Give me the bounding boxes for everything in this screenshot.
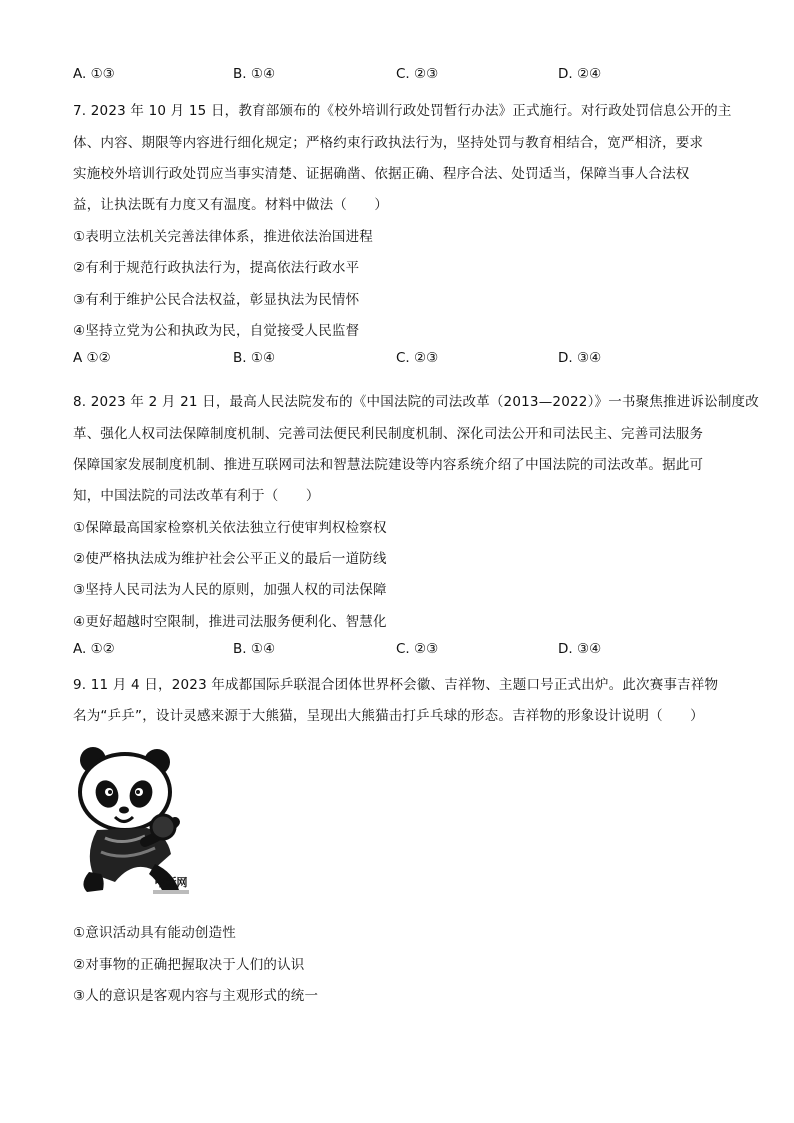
q6-option-b[interactable]: B. ①④: [233, 66, 276, 82]
q8-item-4: ④更好超越时空限制，推进司法服务便利化、智慧化: [73, 614, 387, 630]
q8-stem-line-4: 知，中国法院的司法改革有利于（ ）: [73, 488, 320, 504]
q7-item-1: ①表明立法机关完善法律体系，推进依法治国进程: [73, 229, 374, 245]
q7-stem-line-1: 7. 2023 年 10 月 15 日，教育部颁布的《校外培训行政处罚暂行办法》正式施行。对行政处罚信息公开的主: [73, 103, 732, 119]
q7-item-2: ②有利于规范行政执法行为，提高依法行政水平: [73, 260, 360, 276]
q7-option-c[interactable]: C. ②③: [396, 350, 439, 366]
q8-item-1: ①保障最高国家检察机关依法独立行使审判权检察权: [73, 520, 387, 536]
q6-option-d[interactable]: D. ②④: [558, 66, 602, 82]
q7-item-4: ④坚持立党为公和执政为民，自觉接受人民监督: [73, 323, 360, 339]
q8-stem-line-1: 8. 2023 年 2 月 21 日，最高人民法院发布的《中国法院的司法改革（2013—2022）》一书聚焦推进诉讼制度改: [73, 394, 759, 410]
q7-stem-line-2: 体、内容、期限等内容进行细化规定；严格约束行政执法行为，坚持处罚与教育相结合，宽严相济，要求: [73, 135, 704, 151]
q8-stem-line-2: 革、强化人权司法保障制度机制、完善司法便民利民制度机制、深化司法公开和司法民主、完善司法服务: [73, 426, 704, 442]
q7-options: [73, 350, 723, 370]
q7-item-3: ③有利于维护公民合法权益，彰显执法为民情怀: [73, 292, 360, 308]
q7-stem-line-4: 益，让执法既有力度又有温度。材料中做法（ ）: [73, 197, 389, 213]
q8-item-3: ③坚持人民司法为人民的原则，加强人权的司法保障: [73, 582, 387, 598]
q8-options: [73, 641, 723, 661]
q9-stem-line-2: 名为“乒乒”，设计灵感来源于大熊猫，呈现出大熊猫击打乒乓球的形态。吉祥物的形象设计说明（ ）: [73, 708, 704, 724]
q8-item-2: ②使严格执法成为维护社会公平正义的最后一道防线: [73, 551, 387, 567]
q8-option-b[interactable]: B. ①④: [233, 641, 276, 657]
image-watermark: 中新网: [154, 876, 188, 889]
q8-option-a[interactable]: A. ①②: [73, 641, 115, 657]
q6-option-a[interactable]: A. ①③: [73, 66, 115, 82]
q8-stem-line-3: 保障国家发展制度机制、推进互联网司法和智慧法院建设等内容系统介绍了中国法院的司法改革。据此可: [73, 457, 704, 473]
q7-option-d[interactable]: D. ③④: [558, 350, 602, 366]
q7-option-a[interactable]: A ①②: [73, 350, 111, 366]
panda-mascot-image: [75, 742, 200, 897]
q8-option-c[interactable]: C. ②③: [396, 641, 439, 657]
q9-stem-line-1: 9. 11 月 4 日，2023 年成都国际乒联混合团体世界杯会徽、吉祥物、主题口号正式出炉。此次赛事吉祥物: [73, 677, 719, 693]
q6-option-c[interactable]: C. ②③: [396, 66, 439, 82]
q9-item-1: ①意识活动具有能动创造性: [73, 925, 237, 941]
q7-option-b[interactable]: B. ①④: [233, 350, 276, 366]
q9-item-3: ③人的意识是客观内容与主观形式的统一: [73, 988, 319, 1004]
q9-item-2: ②对事物的正确把握取决于人们的认识: [73, 957, 305, 973]
q7-stem-line-3: 实施校外培训行政处罚应当事实清楚、证据确凿、依据正确、程序合法、处罚适当，保障当事人合法权: [73, 166, 690, 182]
q8-option-d[interactable]: D. ③④: [558, 641, 602, 657]
q6-options: [73, 66, 723, 86]
panda-mascot-icon: [75, 742, 200, 897]
